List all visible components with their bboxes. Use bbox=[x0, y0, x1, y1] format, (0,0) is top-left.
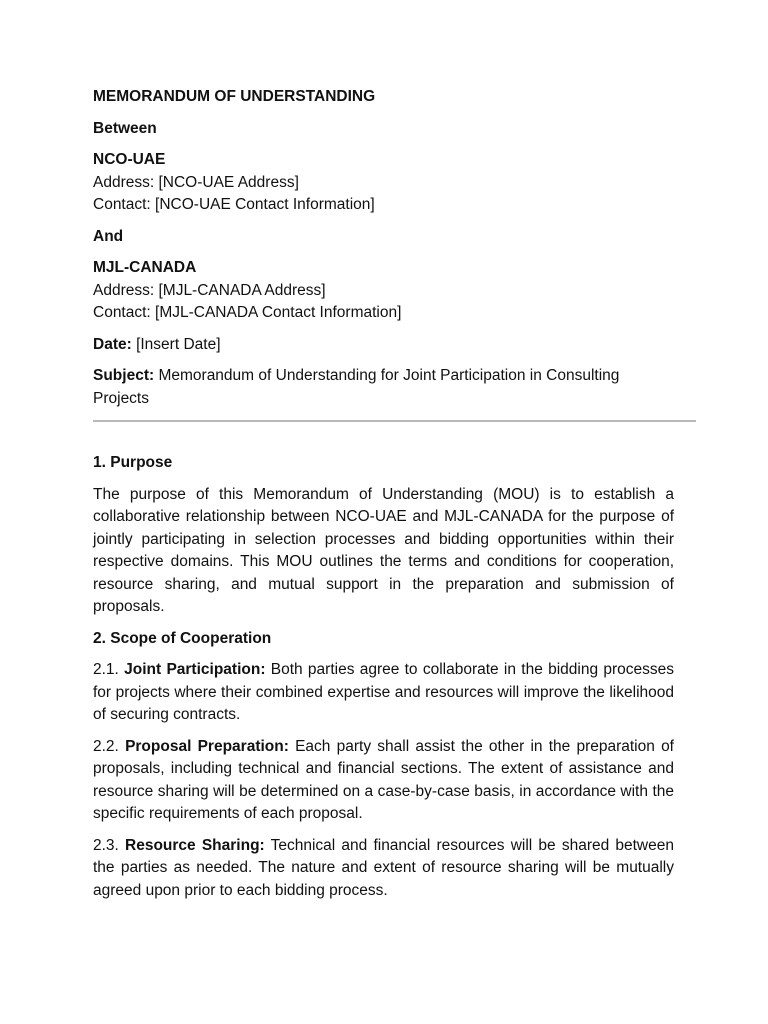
scope-item-label: Resource Sharing: bbox=[125, 836, 265, 854]
party1-name: NCO-UAE bbox=[93, 151, 166, 168]
scope-item-text: Each party shall assist the other in the preparation of proposals, including technical and financial sections. The extent of assistance and resource sharing will be determined on a case-by-case basis, in accordance with the specific requirements of each proposal. bbox=[93, 737, 674, 822]
subject-label: Subject: bbox=[93, 367, 155, 384]
scope-item-label: Joint Participation: bbox=[124, 661, 266, 678]
scope-item-text: Both parties agree to collaborate in the bidding processes for projects where their combined expertise and resources will improve the likelihood of securing contracts. bbox=[93, 661, 674, 723]
subject-line bbox=[93, 365, 674, 410]
scope-item-2-3 bbox=[93, 835, 674, 903]
section-scope-title: 2. Scope of Cooperation bbox=[93, 629, 272, 647]
party1-contact: Contact: [NCO-UAE Contact Information] bbox=[93, 196, 375, 213]
party2-address: Address: [MJL-CANADA Address] bbox=[93, 281, 326, 299]
between-label: Between bbox=[93, 119, 157, 137]
document-body bbox=[93, 86, 674, 911]
date-line bbox=[93, 334, 674, 357]
document-title: MEMORANDUM OF UNDERSTANDING bbox=[93, 88, 376, 105]
party1-block bbox=[93, 149, 674, 217]
scope-item-2-2 bbox=[93, 736, 674, 826]
party1-address: Address: [NCO-UAE Address] bbox=[93, 173, 299, 191]
and-label: And bbox=[93, 227, 124, 245]
scope-item-number: 2.1. bbox=[93, 661, 125, 678]
scope-item-2-1 bbox=[93, 659, 674, 727]
party2-block bbox=[93, 257, 674, 325]
scope-item-text: Technical and financial resources will be shared between the parties as needed. The nature and extent of resource sharing will be mutually agreed upon prior to each bidding process. bbox=[93, 836, 674, 899]
date-value: [Insert Date] bbox=[131, 335, 221, 353]
scope-item-number: 2.3. bbox=[93, 836, 126, 854]
party2-name: MJL-CANADA bbox=[93, 259, 197, 276]
scope-item-number: 2.2. bbox=[93, 737, 126, 755]
party2-contact: Contact: [MJL-CANADA Contact Information] bbox=[93, 304, 402, 321]
horizontal-divider bbox=[93, 420, 696, 422]
subject-value: Memorandum of Understanding for Joint Participation in Consulting Projects bbox=[93, 367, 620, 407]
date-label: Date: bbox=[93, 335, 132, 353]
scope-item-label: Proposal Preparation: bbox=[125, 737, 289, 755]
section-purpose-text: The purpose of this Memorandum of Understanding (MOU) is to establish a collaborative relationship between NCO-UAE and MJL-CANADA for the purpose of jointly participating in selection processes and bidding opportunities within their respective domains. This MOU outlines the terms and conditions for cooperation, resource sharing, and mutual support in the preparation and submission of proposals. bbox=[93, 485, 674, 615]
section-purpose-title: 1. Purpose bbox=[93, 454, 173, 471]
